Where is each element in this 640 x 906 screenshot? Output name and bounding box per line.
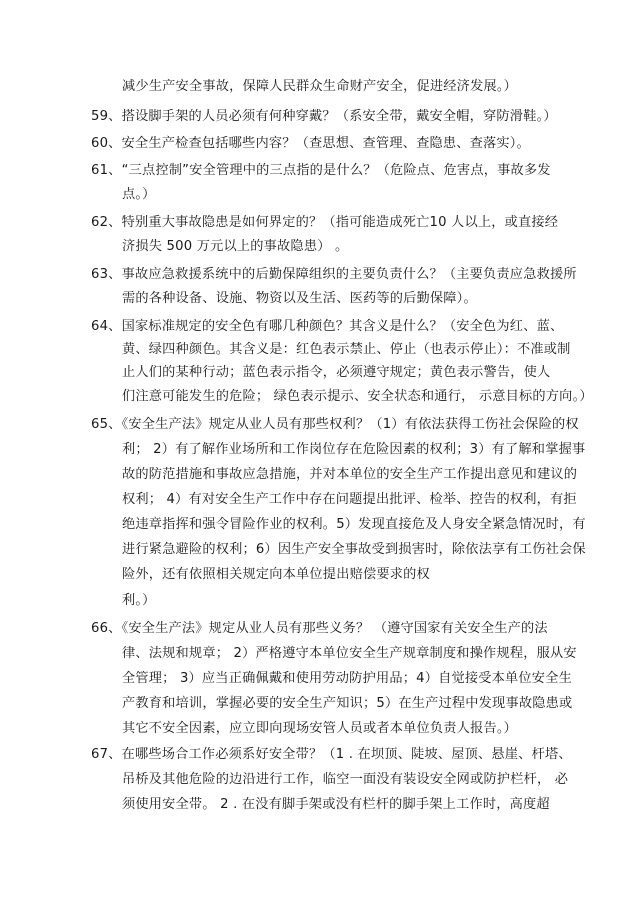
question-61: 61、“三点控制”安全管理中的三点指的是什么？（危险点、危害点，事故多发 (91, 163, 551, 178)
text-line: 减少生产安全事故，保障人民群众生命财产安全，促进经济发展。） (122, 79, 518, 94)
text-line: 其它不安全因素，应立即向现场安管人员或者本单位负责人报告。） (122, 721, 518, 736)
text-line: 险外，还有依照相关规定向本单位提出赔偿要求的权 (122, 567, 430, 582)
text-line: 进行紧急避险的权利；6）因生产安全事故受到损害时，除依法享有工伤社会保 (122, 542, 586, 557)
text-line: 利； 2）有了解作业场所和工作岗位存在危险因素的权利；3）有了解和掌握事 (122, 442, 586, 457)
question-64: 64、国家标准规定的安全色有哪几种颜色？其含义是什么？（安全色为红、蓝、 (91, 319, 564, 334)
text-line: 须使用安全带。 2 . 在没有脚手架或没有栏杆的脚手架上工作时，高度超 (122, 797, 550, 812)
text-line: 需的各种设备、设施、物资以及生活、医药等的后勤保障）。 (122, 291, 477, 306)
question-67: 67、在哪些场合工作必须系好安全带？（1 . 在坝顶、陡坡、屋顶、悬崖、杆塔、 (91, 747, 572, 762)
question-66: 66、《安全生产法》规定从业人员有那些义务？ （遵守国家有关安全生产的法 (91, 621, 548, 636)
question-63: 63、事故应急救援系统中的后勤保障组织的主要负责什么？（主要负责应急救援所 (91, 267, 577, 282)
text-line: 们注意可能发生的危险； 绿色表示提示、安全状态和通行， 示意目标的方向。） (122, 389, 593, 404)
text-line: 律、法规和规章； 2）严格遵守本单位安全生产规章制度和操作规程，服从安 (122, 646, 577, 661)
question-59: 59、搭设脚手架的人员必须有何种穿戴？（系安全带，戴安全帽，穿防滑鞋。） (91, 109, 557, 124)
text-line: 吊桥及其他危险的边沿进行工作，临空一面没有装设安全网或防护栏杆， 必 (122, 772, 569, 787)
text-line: 利。） (122, 593, 156, 608)
text-line: 点。） (122, 187, 156, 202)
question-65: 65、《安全生产法》规定从业人员有那些权利？（1）有依法获得工伤社会保险的权 (91, 417, 579, 432)
question-62: 62、特别重大事故隐患是如何界定的？（指可能造成死亡10 人以上，或直接经 (91, 215, 559, 230)
text-line: 止人们的某种行动；蓝色表示指令，必须遵守规定；黄色表示警告，使人 (122, 365, 551, 380)
text-line: 权利； 4）有对安全生产工作中存在问题提出批评、检举、控告的权利，有拒 (122, 492, 577, 507)
question-60: 60、安全生产检查包括哪些内容？（查思想、查管理、查隐患、查落实）。 (91, 136, 530, 151)
text-line: 绝违章指挥和强令冒险作业的权利。5）发现直接危及人身安全紧急情况时，有 (122, 517, 586, 532)
text-line: 产教育和培训，掌握必要的安全生产知识；5）在生产过程中发现事故隐患或 (122, 696, 573, 711)
text-line: 全管理； 3）应当正确佩戴和使用劳动防护用品；4）自觉接受本单位安全生 (122, 671, 572, 686)
text-line: 黄、绿四种颜色。其含义是：红色表示禁止、停止（也表示停止）：不准或制 (122, 342, 571, 357)
text-line: 故的防范措施和事故应急措施，并对本单位的安全生产工作提出意见和建议的 (122, 467, 578, 482)
text-line: 济损失 500 万元以上的事故隐患） 。 (122, 239, 349, 254)
